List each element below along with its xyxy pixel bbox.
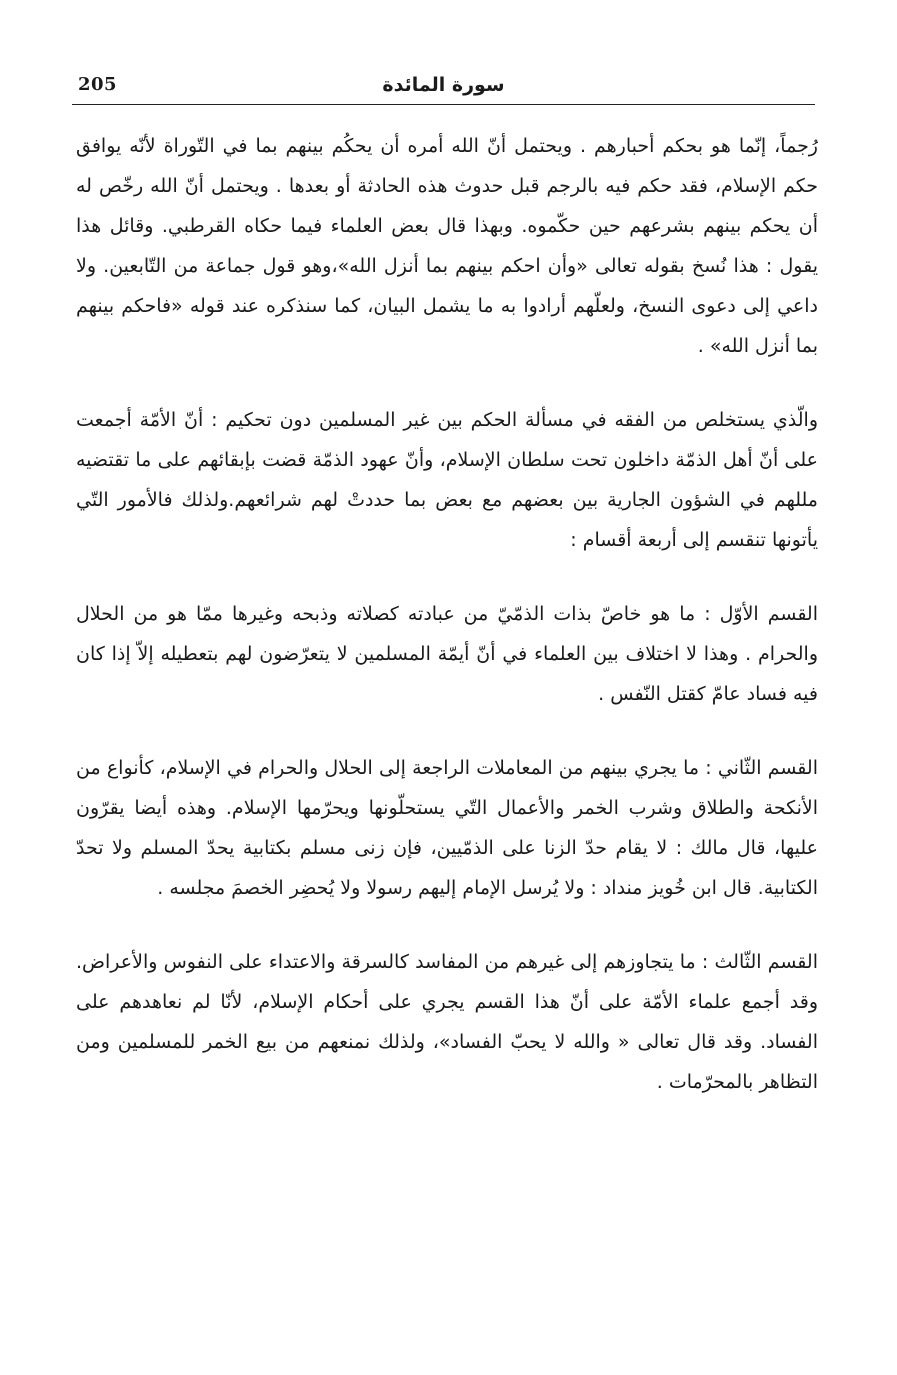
paragraph-2: والّذي يستخلص من الفقه في مسألة الحكم بين غير المسلمين دون تحكيم : أنّ الأمّة أجمعت على أنّ أهل الذمّة داخلون تحت سلطان الإسلام، وأنّ عهود الذمّة قضت بإبقائهم على ما تقتضيه مللهم في الشؤون الجارية بين بعضهم مع بعض بما حددتْ لهم شرائعهم.ولذلك فالأمور التّي يأتونها تنقسم إلى أربعة أقسام : [76, 409, 818, 551]
paragraph-4: القسم الثّاني : ما يجري بينهم من المعاملات الراجعة إلى الحلال والحرام في الإسلام، كأنواع من الأنكحة والطلاق وشرب الخمر والأعمال التّي يستحلّونها ويحرّمها الإسلام. وهذه أيضا يقرّون عليها، قال مالك : لا يقام حدّ الزنا على الذمّيين، فإن زنى مسلم بكتابية يحدّ المسلم ولا تحدّ الكتابية. قال ابن خُويز منداد : ولا يُرسل الإمام إليهم رسولا ولا يُحضِر الخصمَ مجلسه . [76, 757, 818, 899]
page-number: 205 [78, 74, 118, 95]
paragraph-3: القسم الأوّل : ما هو خاصّ بذات الذمّيّ من عبادته كصلاته وذبحه وغيرها ممّا هو من الحلال والحرام . وهذا لا اختلاف بين العلماء في أنّ أيمّة المسلمين لا يتعرّضون لهم بتعطيله إلاّ إذا كان فيه فساد عامّ كقتل النّفس . [76, 603, 818, 705]
paragraph-1: رُجماً، إنّما هو بحكم أحبارهم . ويحتمل أنّ الله أمره أن يحكُم بينهم بما في التّوراة لأنّه يوافق حكم الإسلام، فقد حكم فيه بالرجم قبل حدوث هذه الحادثة أو بعدها . ويحتمل أنّ الله رخّص له أن يحكم بينهم بشرعهم حين حكّموه. وبهذا قال بعض العلماء فيما حكاه القرطبي. وقائل هذا يقول : هذا نُسخ بقوله تعالى «وأن احكم بينهم بما أنزل الله»،وهو قول جماعة من التّابعين. ولا داعي إلى دعوى النسخ، ولعلّهم أرادوا به ما يشمل البيان، كما سنذكره عند قوله «فاحكم بينهم بما أنزل الله» . [76, 135, 818, 357]
body-text [76, 126, 818, 1102]
header-divider [72, 104, 815, 105]
paragraph-5: القسم الثّالث : ما يتجاوزهم إلى غيرهم من المفاسد كالسرقة والاعتداء على النفوس والأعراض. وقد أجمع علماء الأمّة على أنّ هذا القسم يجري على أحكام الإسلام، لأنّا لم نعاهدهم على الفساد. وقد قال تعالى « والله لا يحبّ الفساد»، ولذلك نمنعهم من بيع الخمر للمسلمين ومن التظاهر بالمحرّمات . [76, 951, 818, 1093]
running-title: سورة المائدة [382, 74, 505, 96]
page-header [72, 72, 815, 102]
